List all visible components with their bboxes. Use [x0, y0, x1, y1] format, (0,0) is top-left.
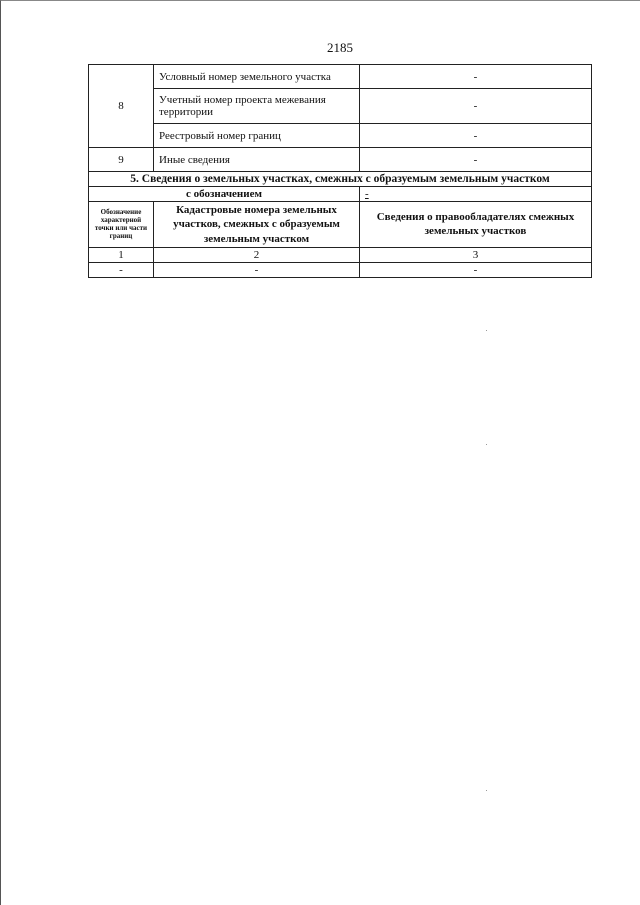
header-row [89, 202, 592, 248]
data-row [89, 262, 592, 277]
row-value: - [360, 148, 592, 172]
index-cell: 1 [89, 247, 154, 262]
data-cell: - [154, 262, 360, 277]
row-label: Учетный номер проекта межевания территории [154, 89, 360, 124]
table-row [89, 89, 592, 124]
row-label: Реестровый номер границ [154, 124, 360, 148]
page-number: 2185 [327, 40, 353, 55]
header-owners-info: Сведения о правообладателях смежных земельных участков [360, 202, 592, 248]
header-cadastral-numbers: Кадастровые номера земельных участков, смежных с образуемым земельным участком [154, 202, 360, 248]
row-number-8: 8 [89, 65, 154, 148]
row-value: - [360, 89, 592, 124]
section-title: 5. Сведения о земельных участках, смежных с образуемым земельным участком [89, 172, 592, 187]
section-title-row [89, 172, 592, 187]
subject-value-text: - [365, 188, 369, 200]
subject-row [89, 187, 592, 202]
row-number-9: 9 [89, 148, 154, 172]
table-row [89, 65, 592, 89]
table-row [89, 148, 592, 172]
scan-speck [486, 330, 487, 331]
row-label: Иные сведения [154, 148, 360, 172]
index-row [89, 247, 592, 262]
document-table [88, 64, 592, 278]
scan-speck [486, 790, 487, 791]
row-label: Условный номер земельного участка [154, 65, 360, 89]
data-cell: - [360, 262, 592, 277]
index-cell: 2 [154, 247, 360, 262]
row-value: - [360, 65, 592, 89]
row-value: - [360, 124, 592, 148]
index-cell: 3 [360, 247, 592, 262]
subject-label: с обозначением [89, 187, 360, 202]
data-cell: - [89, 262, 154, 277]
subject-value [360, 187, 592, 202]
header-point-designation: Обозначение характерной точки или части границ [89, 202, 154, 248]
table-row [89, 124, 592, 148]
scan-speck [486, 444, 487, 445]
